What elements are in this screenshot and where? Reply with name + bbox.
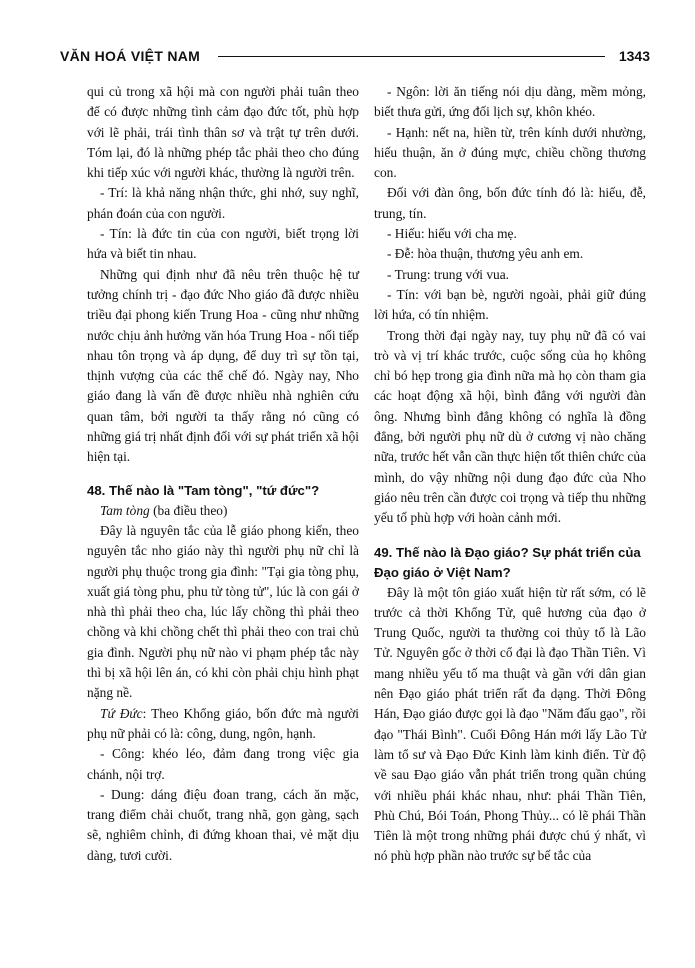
term-tu-duc: Tứ Đức bbox=[100, 705, 143, 721]
paragraph: qui củ trong xã hội mà con người phải tuân theo để có được những tình cảm đạo đức tốt, phù hợp với lẽ phải, trái tình thân sơ và trật tự trên dưới. Tóm lại, đó là những phép tắc phải theo cho đúng khi tiếp xúc với người khác, thường là người trên. bbox=[87, 84, 359, 181]
paragraph: - Tín: với bạn bè, người ngoài, phải giữ đúng lời hứa, có tín nhiệm. bbox=[374, 286, 646, 323]
term-definition: : Theo Khổng giáo, bốn đức mà người phụ nữ phải có là: công, dung, ngôn, hạnh. bbox=[87, 705, 360, 741]
running-title: VĂN HOÁ VIỆT NAM bbox=[60, 48, 201, 64]
paragraph: - Trung: trung với vua. bbox=[387, 266, 510, 282]
paragraph: - Công: khéo léo, đảm đang trong việc gia chánh, nội trợ. bbox=[87, 746, 359, 782]
paragraph: - Trí: là khả năng nhận thức, ghi nhớ, suy nghĩ, phán đoán của con người. bbox=[87, 185, 359, 221]
page-number: 1343 bbox=[618, 48, 650, 64]
paragraph: - Dung: dáng điệu đoan trang, cách ăn mặc, trang điểm chải chuốt, trang nhã, gọn gàng, sạch sẽ, nghiêm chỉnh, đi đứng khoan thai, vẻ mặt dịu dàng, tươi cười. bbox=[87, 786, 359, 863]
page-header bbox=[60, 48, 650, 72]
paragraph: Trong thời đại ngày nay, tuy phụ nữ đã có vai trò và vị trí khác trước, cuộc sống của họ không chỉ bó hẹp trong gia đình nữa mà họ còn tham gia các hoạt động xã hội, bình đẳng với người đàn ông. Nhưng bình đẳng không có nghĩa là đồng đẳng, bởi người phụ nữ dù ở cương vị nào chăng nữa, trước hết vẫn cần thực hiện tốt thiên chức của mình, do vậy những nội dung đạo đức của Nho giáo nêu trên cần được coi trọng và tiếp thu những yếu tố phù hợp với hoàn cảnh mới. bbox=[374, 327, 646, 526]
paragraph: Đây là nguyên tắc của lễ giáo phong kiến, theo nguyên tắc nho giáo này thì người phụ nữ chỉ là người phụ thuộc trong gia đình: "Tại gia tòng phụ, xuất giá tòng phu, phu tử tòng tử", lúc là con gái ở nhà thì phải theo cha, lúc lấy chồng thì phải theo chồng và khi chồng chết thì phải theo con trai chủ gia đình. Người phụ nữ nào vi phạm phép tắc này thì bị xã hội lên án, có khi còn phải chịu hình phạt nặng nề. bbox=[87, 522, 359, 701]
paragraph: Đối với đàn ông, bốn đức tính đó là: hiếu, đễ, trung, tín. bbox=[374, 185, 646, 221]
paragraph: - Hạnh: nết na, hiền từ, trên kính dưới nhường, hiếu thuận, ăn ở đúng mực, chiều chồng thương con. bbox=[374, 124, 646, 181]
paragraph: - Hiếu: hiếu với cha mẹ. bbox=[387, 226, 517, 242]
term-tam-tong: Tam tòng bbox=[100, 502, 150, 518]
term-gloss: (ba điều theo) bbox=[149, 502, 228, 518]
section-heading-48: 48. Thế nào là "Tam tòng", "tứ đức"? bbox=[87, 482, 320, 498]
paragraph: Những qui định như đã nêu trên thuộc hệ tư tưởng chính trị - đạo đức Nho giáo đã được nhiều triều đại phong kiến Trung Hoa - cũng như những nước chịu ảnh hưởng văn hóa Trung Hoa - nối tiếp nhau tôn trọng và áp dụng, để duy trì sự tồn tại, thịnh vượng của các thể chế đó. Ngày nay, Nho giáo đang là vấn đề được nhiều nhà nghiên cứu quan tâm, bởi người ta thấy rằng nó cũng có những giá trị nhất định đối với sự phát triển xã hội hiện tại. bbox=[87, 266, 359, 465]
paragraph bbox=[87, 501, 359, 521]
paragraph: - Đễ: hòa thuận, thương yêu anh em. bbox=[387, 246, 584, 262]
paragraph: - Tín: là đức tin của con người, biết trọng lời hứa và biết tin nhau. bbox=[87, 226, 359, 262]
paragraph: - Ngôn: lời ăn tiếng nói dịu dàng, mềm mỏng, biết thưa gửi, ứng đối lịch sự, khôn khéo. bbox=[374, 84, 646, 120]
section-heading-49: 49. Thế nào là Đạo giáo? Sự phát triển của Đạo giáo ở Việt Nam? bbox=[374, 544, 641, 580]
paragraph: Đây là một tôn giáo xuất hiện từ rất sớm, có lẽ trước cả thời Khổng Tử, quê hương của đạo ở Trung Quốc, người ta thường coi thủy tổ là Lão Tử. Nguyên gốc ở thời cổ đại là đạo Thần Tiên. Vì mang nhiều yếu tố ma thuật và gần với dân gian nên Đạo giáo phát triển rất đa dạng. Thời Đông Hán, Đạo giáo được gọi là đạo "Năm đấu gạo", rồi đạo "Thái Bình". Cuối Đông Hán mới lấy Lão Tử làm tổ sư và Đạo Đức Kinh làm kinh điển. Từ độ về sau Đạo giáo vẫn phát triển trong quần chúng với nhiều phái khác nhau, như: phái Thần Tiên, Phù Chú, Bói Toán, Phong Thủy... có lẽ phái Thần Tiên là một trong những phái được chú ý nhất, vì nó phù hợp phần nào trước sự bế tắc của bbox=[374, 584, 646, 864]
left-column bbox=[87, 82, 359, 866]
paragraph bbox=[87, 704, 359, 745]
header-rule bbox=[218, 56, 605, 57]
right-column bbox=[374, 82, 646, 867]
